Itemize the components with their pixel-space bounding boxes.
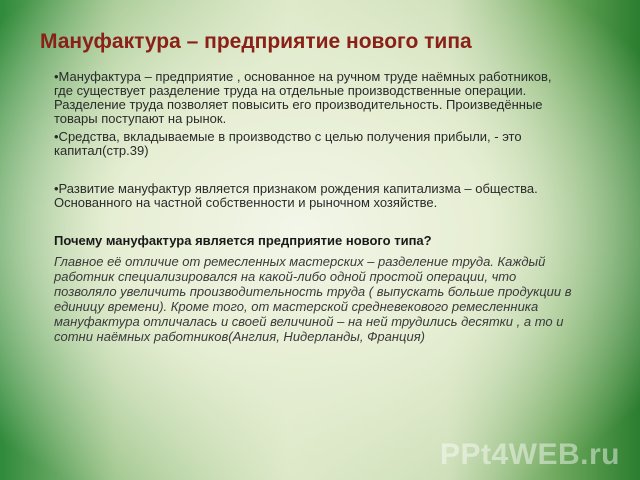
watermark-logo: PPt4WEB.ru: [439, 438, 620, 471]
bullet-capital-definition: •Средства, вкладываемые в производство с целью получения прибыли, - это капитал(стр.39): [54, 129, 522, 158]
question-heading: Почему мануфактура является предприятие нового типа?: [54, 233, 432, 248]
bullet-manufactory-definition: •Мануфактура – предприятие , основанное на ручном труде наёмных работников, где существует разделение труда на отдельные производственные операции. Разделение труда позволяет повысить его производительность. Произведённые товары поступают на рынок.: [54, 69, 552, 126]
answer-text: Главное её отличие от ремесленных мастерских – разделение труда. Каждый работник специализировался на какой-либо одной простой операции, что позволяло увеличить производительность труда ( выпускать больше продукции в единицу времени). Кроме того, от мастерской средневекового ремесленника мануфактура отличалась и своей величиной – на ней трудились десятки , а то и сотни наёмных работников(Англия, Нидерланды, Франция): [54, 254, 572, 344]
slide-body: [54, 70, 574, 344]
slide-title: Мануфактура – предприятие нового типа: [40, 30, 472, 53]
bullet-capitalism-development: •Развитие мануфактур является признаком рождения капитализма – общества. Основанного на частной собственности и рыночном хозяйстве.: [54, 181, 538, 210]
